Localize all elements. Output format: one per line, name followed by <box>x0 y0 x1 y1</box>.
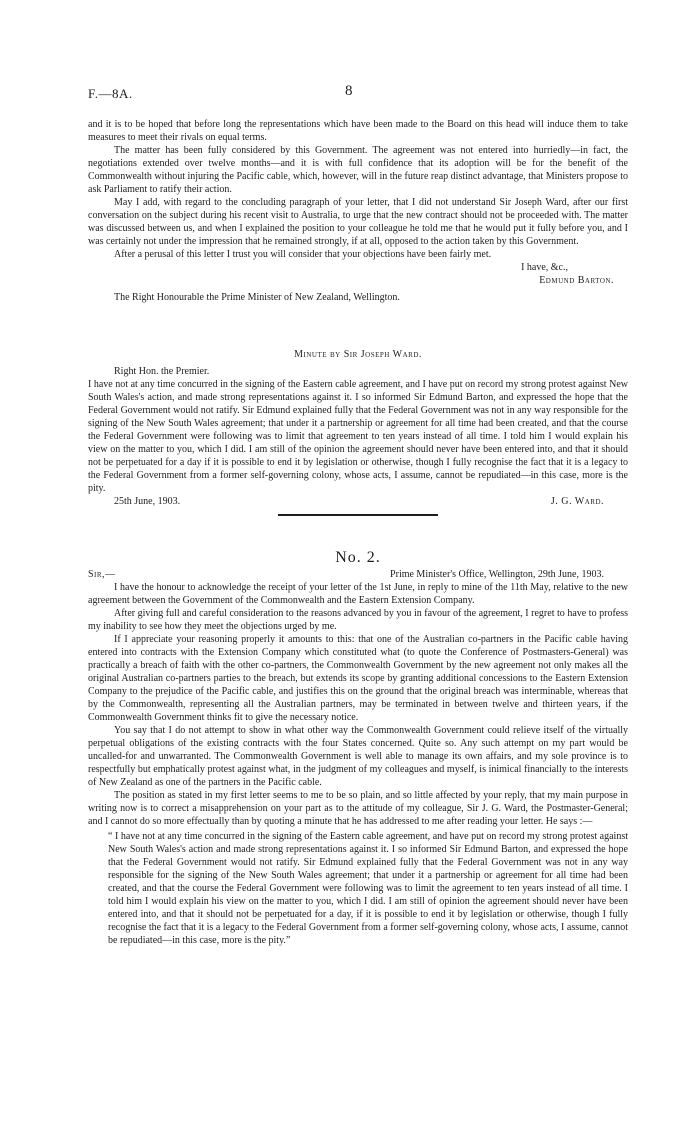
signature: Edmund Barton. <box>539 275 614 286</box>
paragraph: and it is to be hoped that before long the representations which have been made to the Board on this head will induce them to take measures to meet their rivals on equal terms. <box>88 119 628 143</box>
letter-2-section <box>88 545 628 947</box>
paragraph: The matter has been fully considered by this Government. The agreement was not entered into hurriedly—in fact, the negotiations extended over twelve months—and it is with full confidence that its adoption will be for the benefit of the Commonwealth without injuring the Pacific cable, which, however, will in the future reap distinct advantage, that Ministers propose to ask Parliament to ratify their action. <box>88 145 628 195</box>
divider <box>278 514 438 516</box>
quote-text: “ I have not at any time concurred in the signing of the Eastern cable agreement, and have put on record my strong protest against New South Wales's action and made strong representations against it. I so informed Sir Edmund Barton, and expressed the hope that the Federal Government would not ratify. Sir Edmund explained fully that the Federal Government was not in any way responsible for the signing of the New South Wales agreement; that under it a partnership or agreement for all time had been created, and that the course the Federal Government were following was to limit the agreement to ten years instead of all time. I told him I would explain his view on the matter to you, which I did. I am still of opinion the agreement should never have been entered into, and that it should not be perpetuated for a day, if it is possible to end it by legislation or otherwise, though I fully recognise the fact that it is a legacy to the Federal Government from a former self-governing colony, whose acts, I assume, cannot be repudiated—in this case, more is the pity.” <box>108 831 628 946</box>
addressee: The Right Honourable the Prime Minister of New Zealand, Wellington. <box>114 292 400 303</box>
paragraph: May I add, with regard to the concluding paragraph of your letter, that I did not understand Sir Joseph Ward, after our first conversation on the subject during his recent visit to Australia, to urge that the new contract should not be proceeded with. The matter was discussed between us, and when I explained the position to your colleague he told me that he would put it fully before you, and I was certainly not under the impression that he remained strongly, if at all, opposed to the action taken by this Government. <box>88 197 628 247</box>
paragraph: I have the honour to acknowledge the receipt of your letter of the 1st June, in reply to mine of the 11th May, relative to the new agreement between the Government of the Commonwealth and the Eastern Extension Company. <box>88 582 628 606</box>
minute-title: Minute by Sir Joseph Ward. <box>294 349 422 360</box>
salutation: Right Hon. the Premier. <box>114 366 210 377</box>
paragraph: After giving full and careful consideration to the reasons advanced by you in favour of the agreement, I regret to have to profess my inability to see how they meet the objections urged by me. <box>88 608 628 632</box>
minute-date: 25th June, 1903. <box>114 496 181 507</box>
quoted-minute <box>88 830 628 947</box>
paragraph: If I appreciate your reasoning properly it amounts to this: that one of the Australian co-partners in the Pacific cable having entered into contracts with the Extension Company which constituted what (to quote the Conference of Postmasters-General) was practically a breach of faith with the other co-partners, the Commonwealth Government by the new agreement not only makes all the original Australian co-partners parties to the breach, but extends its scope by granting additional concessions to the Eastern Extension Company to the prejudice of the Pacific cable, and justifies this on the ground that the original breach was interminable, whereas that by the Commonwealth, representing all the Australian partners, may be terminated in between twelve and thirteen years, if the Commonwealth Government thinks fit to give the necessary notice. <box>88 634 628 723</box>
page-reference: F.—8A. <box>88 86 133 101</box>
minute-signature: J. G. Ward. <box>550 496 604 507</box>
salutation: Sir,— <box>88 569 116 580</box>
minute-body: I have not at any time concurred in the signing of the Eastern cable agreement, and I have put on record my strong protest against New South Wales's action, and made strong representations against it. I so informed Sir Edmund Barton, and expressed the hope that the Federal Government would not ratify. Sir Edmund explained fully that the Federal Government was not in any way responsible for the signing of the New South Wales agreement; that under it a partnership or agreement for all time had been created, and that the course the Federal Government were following was to limit that agreement to ten years instead of all time. I told him I would explain his view on the matter to you, which I did. I am still of the opinion the agreement should never have been entered into, and that it should not be perpetuated for a day if it is possible to end it by legislation or otherwise, though I fully recognise the fact that it is a legacy to the Federal Government from a former self-governing colony, whose acts, I assume, cannot be repudiated—in this case, more is the pity. <box>88 379 628 494</box>
minute-section <box>88 348 628 522</box>
paragraph: The position as stated in my first letter seems to me to be so plain, and so little affected by your reply, that my main purpose in writing now is to correct a misapprehension on your part as to the attitude of my colleague, Sir J. G. Ward, the Postmaster-General; and I cannot do so more effectually than by quoting a minute that he has addressed to me after reading your letter. He says :— <box>88 790 628 827</box>
address-line: Prime Minister's Office, Wellington, 29th June, 1903. <box>390 569 604 580</box>
page-number: 8 <box>345 83 353 99</box>
paragraph: After a perusal of this letter I trust you will consider that your objections have been fairly met. <box>114 249 492 260</box>
paragraph: You say that I do not attempt to show in what other way the Commonwealth Government could relieve itself of the virtually perpetual obligations of the existing contracts with the four States concerned. Quite so. Any such attempt on my part would be uncalled-for and unwarranted. The Commonwealth Government is well able to manage its own affairs, and my sole province is to respectfully but emphatically protest against what, in the judgment of my colleagues and myself, is inimical financially to the interests of New Zealand as one of the partners in the Pacific cable. <box>88 725 628 788</box>
closing: I have, &c., <box>521 262 568 273</box>
section-heading: No. 2. <box>335 549 381 566</box>
letter-1-section <box>88 118 628 304</box>
